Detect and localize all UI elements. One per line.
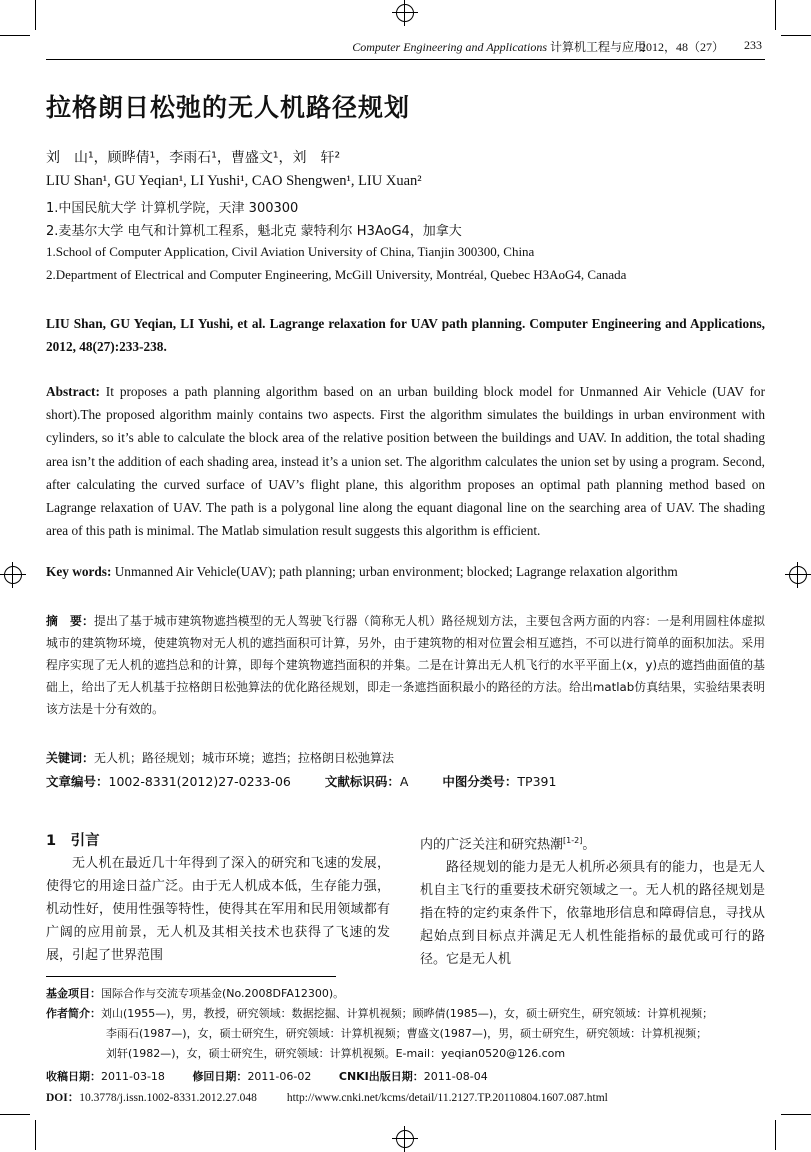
keywords-cn	[46, 749, 394, 766]
cn-abstract-text: 提出了基于城市建筑物遮挡模型的无人驾驶飞行器（简称无人机）路径规划方法，主要包含两方面的内容：一是利用圆柱体虚拟城市的建筑物环境，使建筑物对无人机的遮挡面积可计算，另外，由于建筑物的相对位置会相互遮挡，不可以进行简单的面积加法。采用程序实现了无人机的遮挡总和的计算，即每个建筑物遮挡面积的并集。二是在计算出无人机飞行的水平平面上(x，y)点的遮挡曲面值的基础上，给出了无人机基于拉格朗日松弛算法的优化路径规划，即走一条遮挡面积最小的路径的方法。给出matlab仿真结果，实验结果表明该方法是十分有效的。	[46, 614, 765, 716]
registration-mark-icon	[392, 0, 418, 26]
paper-title: 拉格朗日松弛的无人机路径规划	[46, 93, 411, 122]
registration-mark-icon	[785, 562, 811, 588]
keywords-label: Key words:	[46, 564, 112, 579]
footnote-authors: 作者简介：刘山(1955—)，男，教授，研究领域：数据挖掘、计算机视频；顾晔倩(1985—)，女，硕士研究生，研究领域：计算机视频； 李雨石(1987—)，女，硕士研究生，研究领域：计算机视频；曹盛文(1987—)，男，硕士研究生，研究领域：计算机视频； 刘轩(1982—)，女，硕士研究生，研究领域：计算机视频。E-mail：yeqian0520@126.com	[46, 1007, 714, 1060]
footnote-doi: DOI：10.3778/j.issn.1002-8331.2012.27.048 http://www.cnki.net/kcms/detail/11.2127.TP.20110804.1607.087.html	[46, 1092, 608, 1104]
paragraph: 无人机在最近几十年得到了深入的研究和飞速的发展，使得它的用途日益广泛。由于无人机成本低，生存能力强，机动性好，使用性强等特性，使得其在军用和民用领域都有广阔的应用前景，无人机及其相关技术也获得了飞速的发展，引起了世界范围	[46, 856, 390, 963]
keywords-en	[46, 564, 786, 580]
crop-mark	[781, 35, 811, 36]
affiliation-en-2: 2.Department of Electrical and Computer Engineering, McGill University, Montréal, Quebec H3AoG4, Canada	[46, 267, 627, 282]
page-number: 233	[744, 38, 762, 52]
crop-mark	[35, 1120, 36, 1150]
affiliation-cn-1: 1.中国民航大学 计算机学院，天津 300300	[46, 201, 299, 216]
cn-abstract-label: 摘 要：	[46, 614, 94, 628]
crop-mark	[0, 35, 30, 36]
body-column-left	[46, 852, 390, 967]
affiliation-en-1: 1.School of Computer Application, Civil Aviation University of China, Tianjin 300300, China	[46, 244, 535, 259]
volume-issue: 2012，48（27）	[640, 40, 725, 54]
keywords-text: Unmanned Air Vehicle(UAV); path planning; urban environment; blocked; Lagrange relaxation algorithm	[111, 564, 678, 579]
abstract-label: Abstract:	[46, 384, 100, 399]
crop-mark	[35, 0, 36, 30]
footnote-fund: 基金项目：国际合作与交流专项基金(No.2008DFA12300)。	[46, 987, 345, 1000]
footnote-rule	[46, 976, 336, 977]
body-column-right	[420, 829, 765, 971]
abstract-cn	[46, 610, 765, 720]
abstract-en	[46, 380, 765, 542]
cn-keywords-text: 无人机；路径规划；城市环境；遮挡；拉格朗日松弛算法	[94, 751, 395, 765]
crop-mark	[0, 1114, 30, 1115]
crop-mark	[781, 1114, 811, 1115]
authors-cn: 刘 山¹，顾晔倩¹，李雨石¹，曹盛文¹，刘 轩²	[46, 150, 341, 166]
cnki-link[interactable]: http://www.cnki.net/kcms/detail/11.2127.TP.20110804.1607.087.html	[286, 1092, 608, 1104]
journal-name: Computer Engineering and Applications 计算机工程与应用	[352, 40, 646, 54]
footnote-dates: 收稿日期：2011-03-18 修回日期：2011-06-02 CNKI出版日期：2011-08-04	[46, 1070, 488, 1083]
paragraph: 路径规划的能力是无人机所必须具有的能力，也是无人机自主飞行的重要技术研究领域之一。无人机的路径规划是指在特的定约束条件下，依靠地形信息和障碍信息，寻找从起始点到目标点并满足无人机性能指标的最优或可行的路径。它是无人机	[420, 860, 765, 968]
crop-mark	[775, 1120, 776, 1150]
affiliation-cn-2: 2.麦基尔大学 电气和计算机工程系，魁北克 蒙特利尔 H3AoG4，加拿大	[46, 224, 462, 239]
authors-en: LIU Shan¹, GU Yeqian¹, LI Yushi¹, CAO Shengwen¹, LIU Xuan²	[46, 173, 422, 189]
header-rule	[46, 59, 765, 60]
registration-mark-icon	[0, 562, 26, 588]
article-info: 文章编号：1002-8331(2012)27-0233-06 文献标识码：A 中图分类号：TP391	[46, 774, 557, 789]
paragraph: 内的广泛关注和研究热潮[1-2]。	[420, 836, 596, 853]
crop-mark	[775, 0, 776, 30]
cn-keywords-label: 关键词：	[46, 751, 95, 765]
abstract-text: It proposes a path planning algorithm based on an urban building block model for Unmanned Air Vehicle (UAV for short).The proposed algorithm mainly contains two aspects. First the algorithm simulates the buildings in urban environment with cylinders, so it’s able to calculate the block area of the relative position between the buildings and UAV. In addition, the total shading area isn’t the addition of each shading area, instead it’s a union set. The algorithm calculates the union set by using a program. Second, after calculating the curved surface of UAV’s flight plane, this algorithm proposes an optimal path planning method based on Lagrange relaxation of UAV. The path is a polygonal line along the equant diagonal line on the searching area of UAV. The shading area of this path is minimal. The Matlab simulation result suggests this algorithm is efficient.	[46, 384, 765, 539]
citation: LIU Shan, GU Yeqian, LI Yushi, et al. Lagrange relaxation for UAV path planning. Computer Engineering and Applications, 2012, 48(27):233-238.	[46, 316, 765, 354]
running-header	[0, 38, 811, 60]
section-heading: 1 引言	[46, 833, 100, 849]
registration-mark-icon	[392, 1126, 418, 1152]
